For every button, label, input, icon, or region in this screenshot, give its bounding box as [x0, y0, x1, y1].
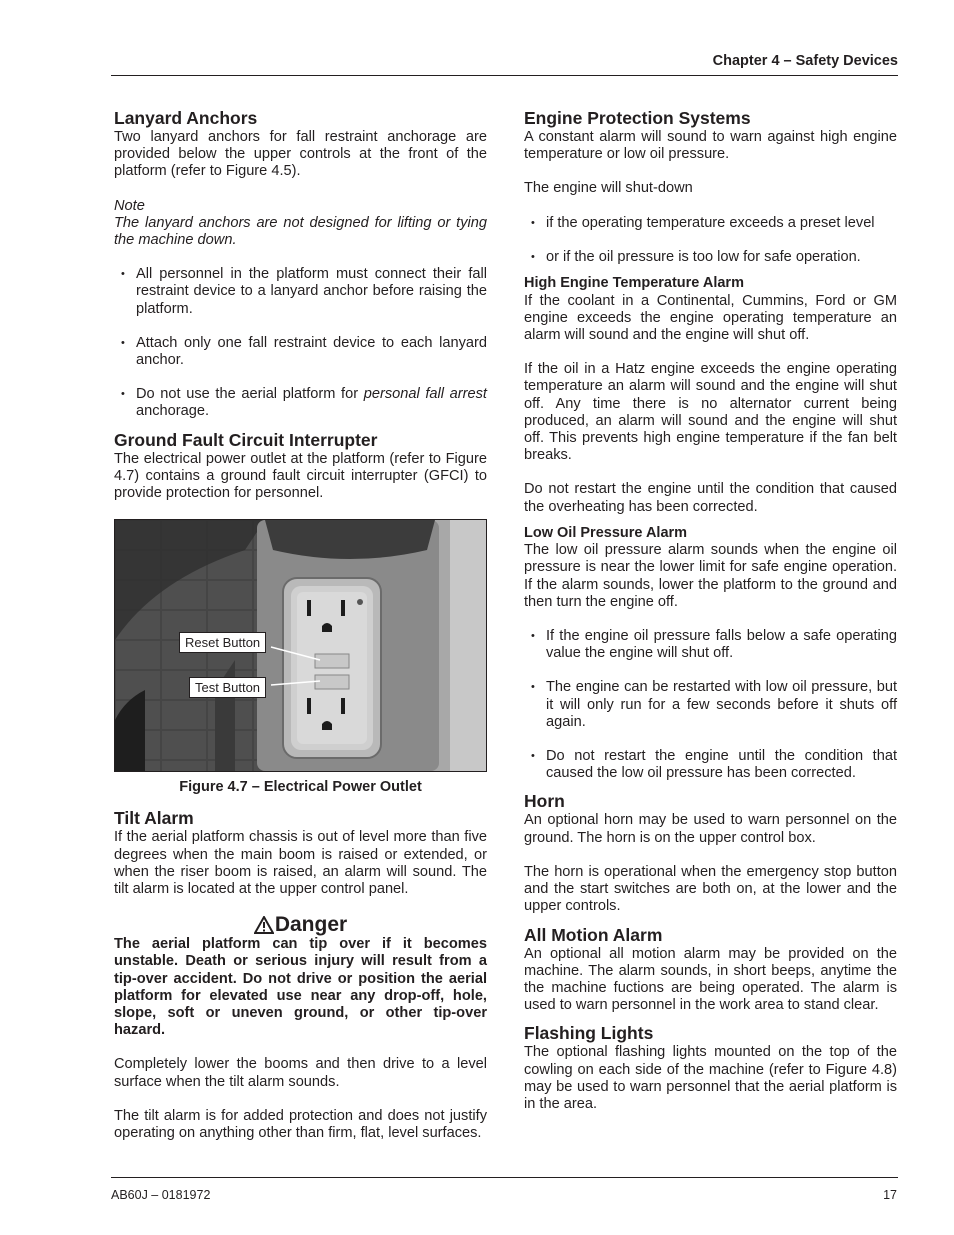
note-label: Note — [114, 197, 145, 214]
warning-triangle-icon — [254, 916, 274, 934]
hightemp-p3: Do not restart the engine until the condition that caused the overheating has been corrected. — [524, 481, 897, 515]
lanyard-bullets — [114, 266, 487, 420]
note-text: The lanyard anchors are not designed for lifting or tying the machine down. — [114, 214, 487, 249]
left-column — [114, 108, 487, 1142]
figure-caption: Figure 4.7 – Electrical Power Outlet — [179, 779, 422, 796]
outlet-photo — [114, 519, 487, 772]
motion-heading: All Motion Alarm — [524, 924, 663, 945]
list-item: • if the operating temperature exceeds a preset level — [524, 215, 897, 232]
test-button-label: Test Button — [189, 677, 266, 698]
gfci-body: The electrical power outlet at the platform (refer to Figure 4.7) contains a ground fault circuit interrupter (GFCI) to provide protection for personnel. — [114, 450, 487, 502]
tilt-p2: Completely lower the booms and then drive to a level surface when the tilt alarm sounds. — [114, 1056, 487, 1090]
lanyard-heading: Lanyard Anchors — [114, 108, 258, 128]
flashing-p1: The optional flashing lights mounted on the top of the cowling on each side of the machine (refer to Figure 4.8) may be used to warn personnel that the aerial platform is in the area. — [524, 1044, 897, 1112]
chapter-title: Chapter 4 – Safety Devices — [712, 53, 898, 69]
right-column — [524, 108, 897, 1113]
tilt-p3: The tilt alarm is for added protection and does not justify operating on anything other than firm, flat, level surfaces. — [114, 1107, 487, 1142]
gfci-heading: Ground Fault Circuit Interrupter — [114, 429, 378, 450]
list-item: • If the engine oil pressure falls below a safe operating value the engine will shut off. — [524, 628, 897, 662]
footer-rule — [111, 1177, 898, 1178]
danger-title — [114, 914, 487, 936]
hightemp-heading: High Engine Temperature Alarm — [524, 275, 744, 292]
list-item: • All personnel in the platform must connect their fall restraint device to a lanyard anchor before raising the platform. — [114, 266, 487, 318]
horn-heading: Horn — [524, 791, 565, 812]
bullet3-emphasis: personal fall arrest — [363, 386, 487, 403]
page-number: 17 — [883, 1188, 897, 1202]
engine-bullets — [524, 215, 897, 266]
lowoil-p1: The low oil pressure alarm sounds when the engine oil pressure is near the lower limit for safe engine operation. If the alarm sounds, lower the platform to the ground and then turn the engine off. — [524, 542, 897, 610]
engine-shutdown: The engine will shut-down — [524, 180, 693, 197]
lowoil-bullets — [524, 628, 897, 782]
list-item: • Attach only one fall restraint device to each lanyard anchor. — [114, 335, 487, 369]
hightemp-p1: If the coolant in a Continental, Cummins, Ford or GM engine exceeds the engine operating temperature an alarm will sound and the engine will shut off. — [524, 292, 897, 343]
tilt-body: If the aerial platform chassis is out of level more than five degrees when the main boom is raised or extended, or when the riser boom is raised, an alarm will sound. The tilt alarm is located at the upper control panel. — [114, 829, 487, 898]
document-number: AB60J – 0181972 — [111, 1188, 211, 1202]
bullet3-pre: Do not use the aerial platform for — [136, 386, 364, 403]
horn-p1: An optional horn may be used to warn personnel on the ground. The horn is on the upper control box. — [524, 812, 897, 846]
flashing-heading: Flashing Lights — [524, 1023, 654, 1044]
lowoil-heading: Low Oil Pressure Alarm — [524, 524, 688, 541]
engine-body: A constant alarm will sound to warn against high engine temperature or low oil pressure. — [524, 129, 897, 163]
list-item: • or if the oil pressure is too low for safe operation. — [524, 249, 897, 266]
danger-word: Danger — [274, 913, 348, 937]
lanyard-body: Two lanyard anchors for fall restraint anchorage are provided below the upper controls at the front of the platform (refer to Figure 4.5). — [114, 129, 487, 180]
danger-body: The aerial platform can tip over if it becomes unstable. Death or serious injury will result from a tip-over accident. Do not drive or position the aerial platform for elevated use near any drop-off, hole, slope, soft or uneven ground, or other tip-over hazard. — [114, 936, 487, 1039]
list-item — [114, 386, 487, 420]
header-rule — [111, 75, 898, 76]
hightemp-p2: If the oil in a Hatz engine exceeds the engine operating temperature an alarm will sound and the engine will shut off. Any time there is no alternator current being produced, an alarm will sound and the engine will shut off. This prevents high engine temperature if the fan belt breaks. — [524, 361, 897, 464]
reset-button-label: Reset Button — [179, 632, 266, 653]
bullet3-post: anchorage. — [136, 403, 210, 420]
list-item: • The engine can be restarted with low oil pressure, but it will only run for a few seconds before it shuts off again. — [524, 679, 897, 731]
horn-p2: The horn is operational when the emergency stop button and the start switches are both on, at the lower and the upper controls. — [524, 863, 897, 915]
list-item: • Do not restart the engine until the condition that caused the low oil pressure has been corrected. — [524, 748, 897, 782]
tilt-heading: Tilt Alarm — [114, 808, 194, 829]
engine-heading: Engine Protection Systems — [524, 108, 751, 128]
motion-p1: An optional all motion alarm may be provided on the machine. The alarm sounds, in short beeps, anytime the the machine fuctions are being operated. The alarm is used to warn personnel in the work area to stand clear. — [524, 945, 897, 1014]
